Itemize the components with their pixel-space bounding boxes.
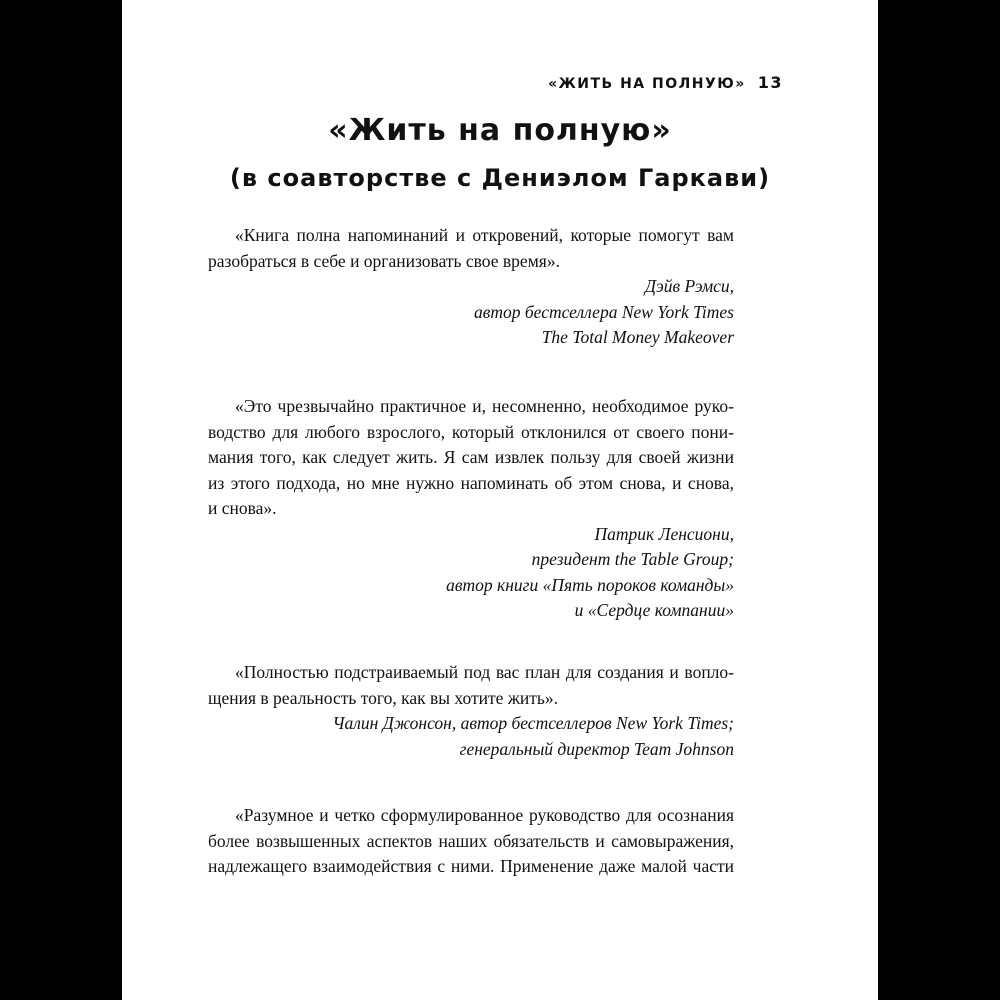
chapter-subtitle: (в соавторстве с Дениэлом Гаркави) [229,164,771,192]
quote-line: надлежащего взаимодействия с ними. Применение даже малой части [208,856,734,876]
quote-attribution-line: Патрик Ленсиони, [594,523,734,544]
running-head-title: «ЖИТЬ НА ПОЛНУЮ» [548,76,746,92]
quote-attribution-line: автор бестселлера New York Times [474,301,734,322]
quote-attribution-line: и «Сердце компании» [574,600,734,620]
running-head [548,73,783,92]
quote-block [208,223,734,351]
quote-block [208,660,734,762]
quote-attribution-line: президент the Table Group; [531,549,734,569]
quote-line: «Полностью подстраиваемый под вас план для создания и вопло- [235,662,734,682]
quote-line: щения в реальность того, как вы хотите жить». [208,687,559,708]
quote-attribution-line: Дэйв Рэмси, [644,276,734,296]
quote-line: «Это чрезвычайно практичное и, несомненно, необходимое руко- [235,396,734,416]
quote-attribution-line: Чалин Джонсон, автор бестселлеров New York Times; [332,713,734,733]
quote-block [208,803,734,880]
quote-line: «Книга полна напоминаний и откровений, которые помогут вам [235,225,734,245]
quote-line: разобраться в себе и организовать свое время». [208,250,560,271]
quote-attribution-line: The Total Money Makeover [541,327,734,347]
page-number: 13 [757,73,783,92]
quote-line: «Разумное и четко сформулированное руководство для осознания [235,805,734,825]
quote-line: водство для любого взрослого, который отклонился от своего пони- [208,421,734,442]
book-page [122,0,878,1000]
quote-attribution-line: генеральный директор Team Johnson [459,738,734,759]
quote-block [208,394,734,624]
quote-attribution-line: автор книги «Пять пороков команды» [446,574,734,595]
quote-line: и снова». [208,498,277,518]
quote-line: мания того, как следует жить. Я сам извлек пользу для своей жизни [208,447,734,467]
chapter-title: «Жить на полную» [328,113,672,148]
quote-line: из этого подхода, но мне нужно напоминать об этом снова, и снова, [208,472,734,493]
quote-line: более возвышенных аспектов наших обязательств и самовыражения, [208,830,734,851]
